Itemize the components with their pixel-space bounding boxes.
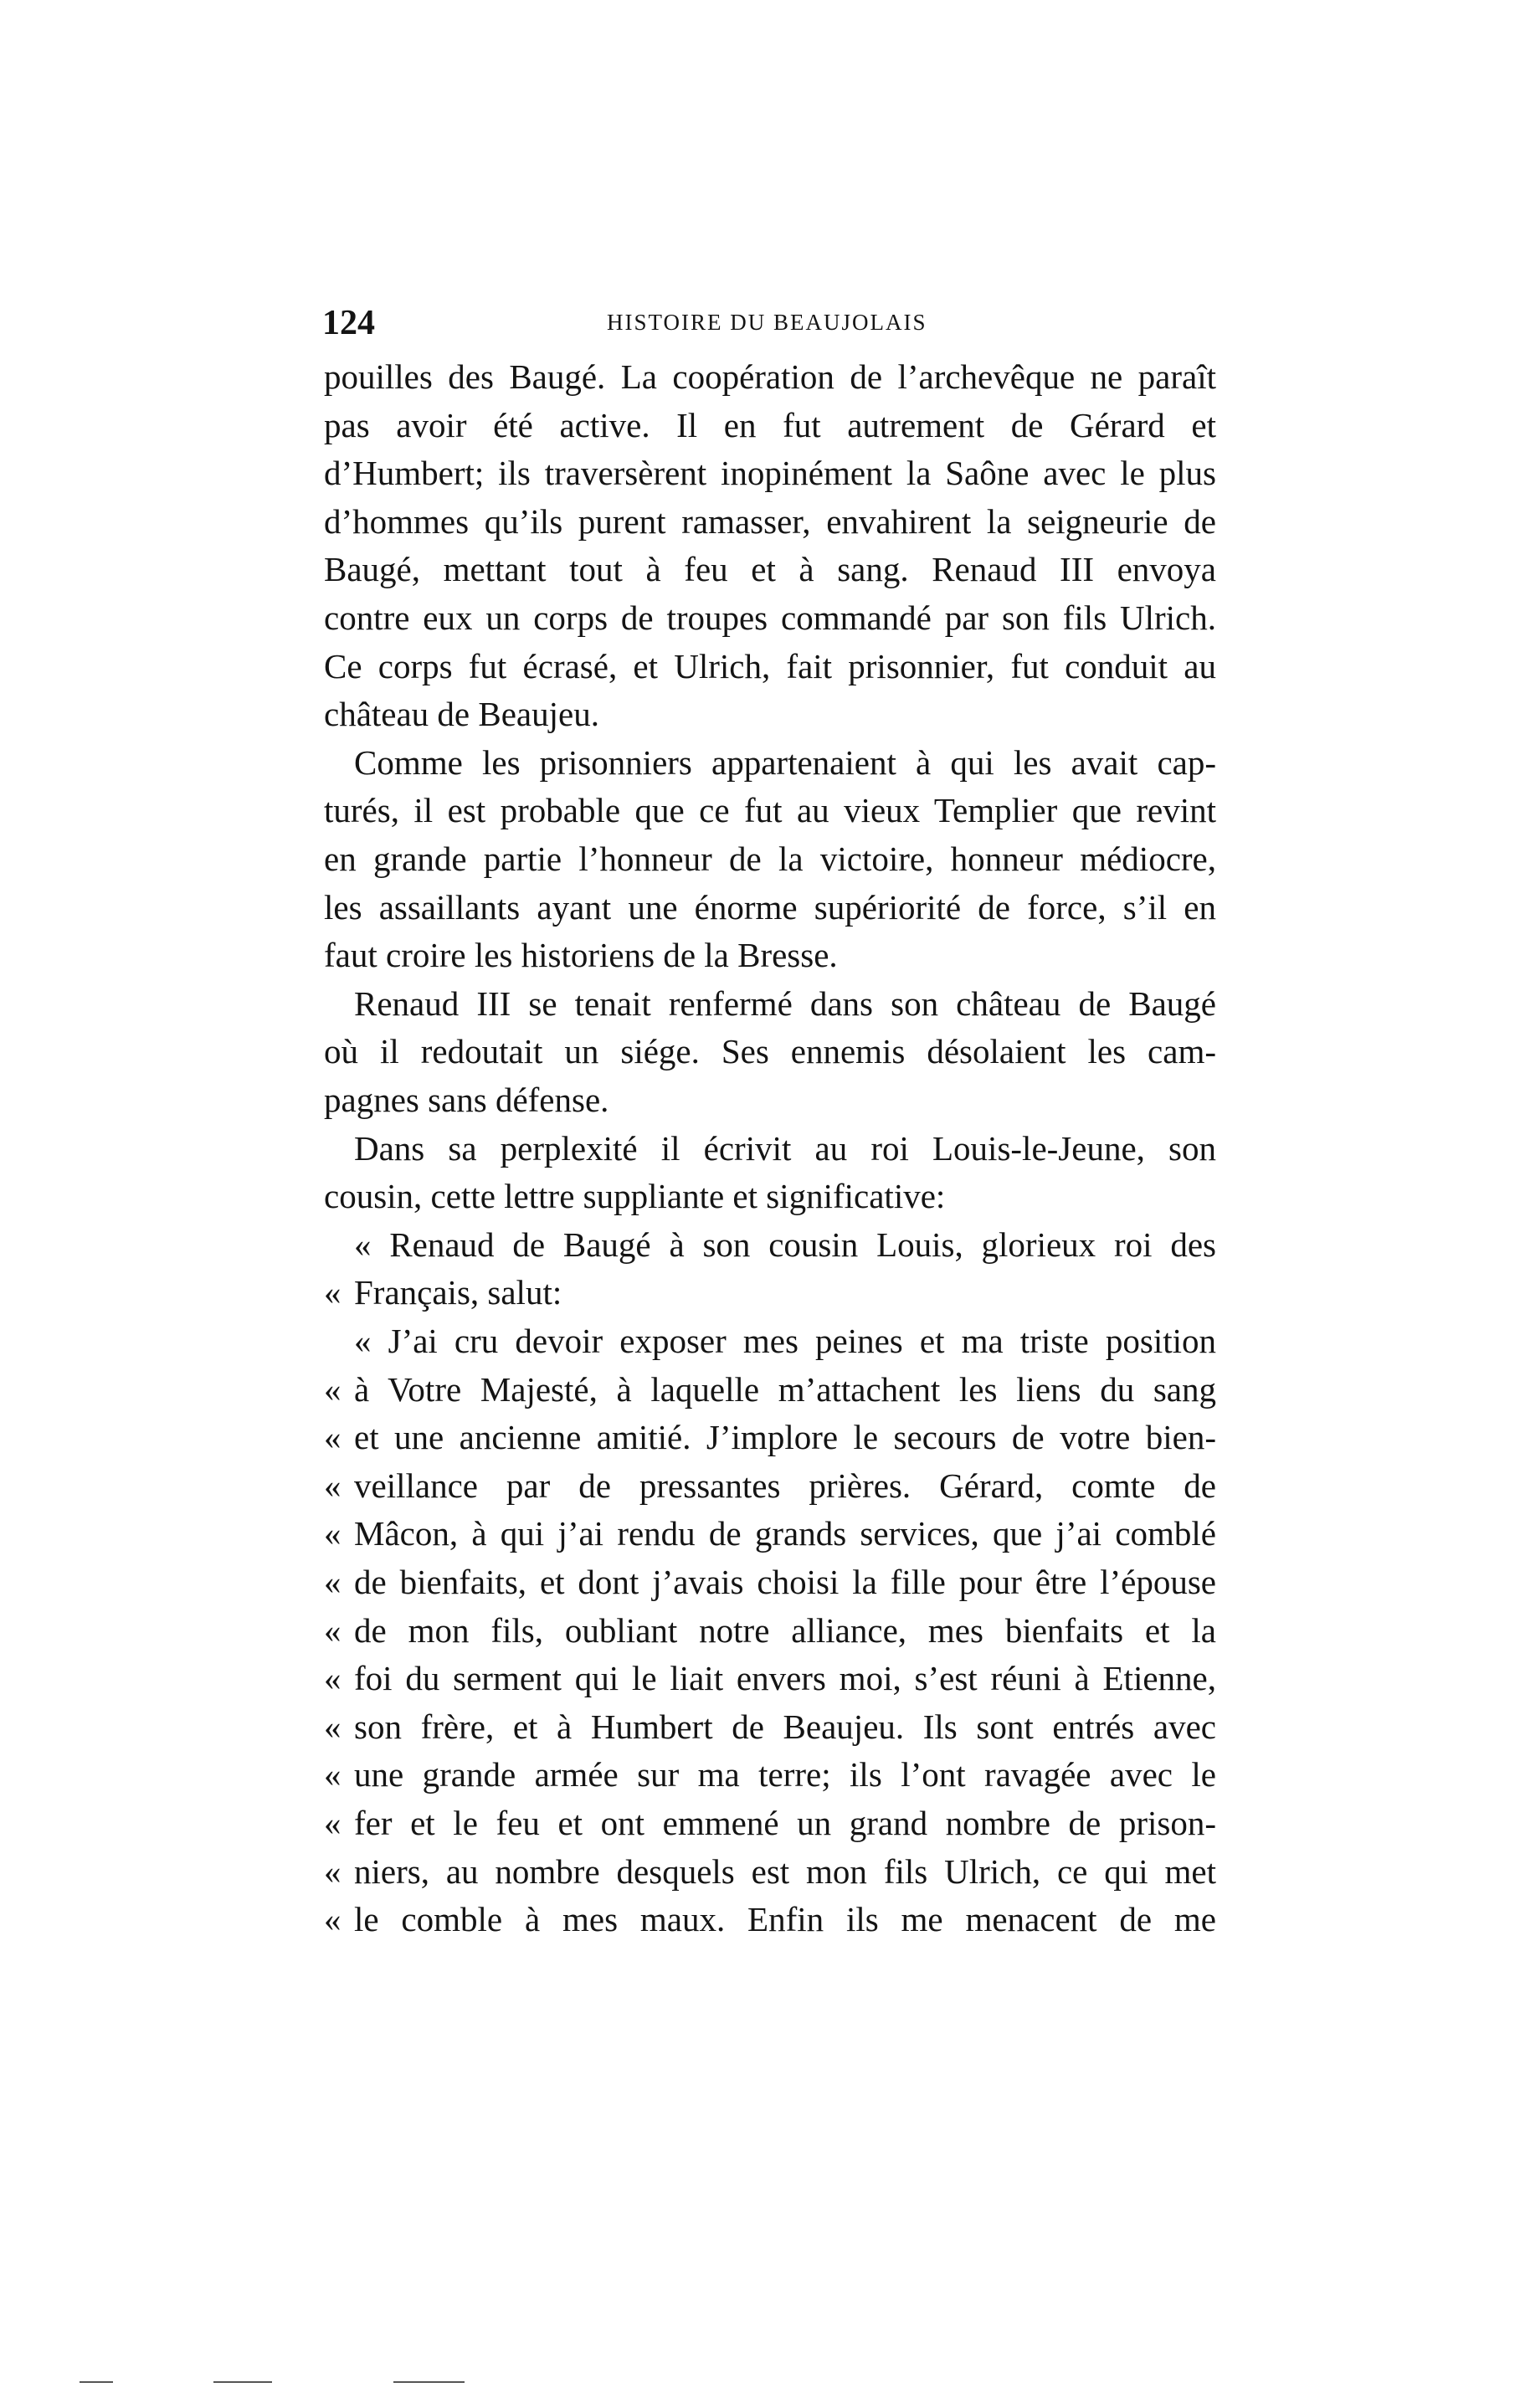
text-line: [324, 1220, 1216, 1269]
text-line: [324, 883, 1216, 932]
line-text: une grande armée sur ma terre; ils l’ont ravagée avec le: [354, 1755, 1216, 1794]
quote-mark: «: [324, 1804, 341, 1842]
running-title: HISTOIRE DU BEAUJOLAIS: [607, 310, 927, 335]
text-line: [324, 1847, 1216, 1896]
line-text: niers, au nombre desquels est mon fils Ulrich, ce qui met: [354, 1851, 1216, 1891]
line-text: turés, il est probable que ce fut au vieux Templier que revint: [324, 791, 1216, 830]
line-text: foi du serment qui le liait envers moi, s’est réuni à Etienne,: [354, 1659, 1216, 1698]
line-text: le comble à mes maux. Enfin ils me menacent de me: [354, 1900, 1216, 1939]
text-line: [324, 449, 1216, 497]
line-text: « Renaud de Baugé à son cousin Louis, glorieux roi des: [354, 1225, 1216, 1264]
text-line: [324, 786, 1216, 834]
text-line: [324, 1124, 1216, 1173]
page-number: 124: [322, 304, 375, 342]
text-line: [324, 979, 1216, 1028]
line-text: à Votre Majesté, à laquelle m’attachent les liens du sang: [354, 1369, 1216, 1409]
quote-mark: «: [324, 1466, 341, 1505]
quote-mark: «: [324, 1563, 341, 1601]
line-text: son frère, et à Humbert de Beaujeu. Ils sont entrés avec: [354, 1707, 1216, 1746]
quote-mark: «: [324, 1514, 341, 1553]
line-text: Ce corps fut écrasé, et Ulrich, fait prisonnier, fut conduit au: [324, 646, 1216, 685]
line-text: Mâcon, à qui j’ai rendu de grands services, que j’ai comblé: [354, 1514, 1216, 1553]
line-text: Français, salut:: [354, 1273, 562, 1312]
quote-mark: «: [324, 1659, 341, 1698]
line-text: où il redoutait un siége. Ses ennemis désolaient les cam-: [324, 1032, 1216, 1071]
text-line: [324, 1509, 1216, 1558]
line-text: Dans sa perplexité il écrivit au roi Louis-le-Jeune, son: [354, 1128, 1216, 1168]
quote-mark: «: [324, 1851, 341, 1891]
text-line: [324, 1076, 1216, 1124]
text-line: [324, 1558, 1216, 1606]
line-text: faut croire les historiens de la Bresse.: [324, 936, 838, 975]
quote-mark: «: [324, 1707, 341, 1746]
text-line: [324, 1317, 1216, 1365]
line-text: d’Humbert; ils traversèrent inopinément la Saône avec le plus: [324, 454, 1216, 493]
text-line: [324, 1702, 1216, 1751]
line-text: Renaud III se tenait renfermé dans son château de Baugé: [354, 983, 1216, 1023]
quote-mark: «: [324, 1418, 341, 1457]
text-line: [324, 1606, 1216, 1655]
text-line: [324, 545, 1216, 593]
line-text: de mon fils, oubliant notre alliance, mes bienfaits et la: [354, 1610, 1216, 1650]
line-text: contre eux un corps de troupes commandé par son fils Ulrich.: [324, 598, 1216, 637]
line-text: pagnes sans défense.: [324, 1081, 609, 1119]
text-line: [324, 1750, 1216, 1799]
line-text: les assaillants ayant une énorme supériorité de force, s’il en: [324, 887, 1216, 927]
text-line: [324, 690, 1216, 738]
text-line: [324, 1895, 1216, 1943]
scan-mark: [80, 2381, 113, 2383]
quote-mark: «: [324, 1900, 341, 1939]
text-line: [324, 1413, 1216, 1461]
text-line: [324, 931, 1216, 979]
text-line: [324, 738, 1216, 787]
line-text: Baugé, mettant tout à feu et à sang. Renaud III envoya: [324, 550, 1216, 589]
text-line: [324, 1654, 1216, 1702]
line-text: cousin, cette lettre suppliante et significative:: [324, 1177, 946, 1216]
text-line: [324, 497, 1216, 546]
quote-mark: «: [324, 1369, 341, 1409]
text-line: [324, 352, 1216, 401]
quote-mark: «: [324, 1755, 341, 1794]
text-line: [324, 642, 1216, 691]
text-line: [324, 401, 1216, 449]
quote-mark: «: [324, 1273, 341, 1312]
text-line: [324, 834, 1216, 883]
line-text: de bienfaits, et dont j’avais choisi la fille pour être l’épouse: [354, 1563, 1216, 1601]
line-text: château de Beaujeu.: [324, 695, 599, 734]
line-text: veillance par de pressantes prières. Gérard, comte de: [354, 1466, 1216, 1505]
line-text: Comme les prisonniers appartenaient à qui les avait cap-: [354, 742, 1216, 782]
line-text: fer et le feu et ont emmené un grand nombre de prison-: [354, 1804, 1216, 1842]
line-text: et une ancienne amitié. J’implore le secours de votre bien-: [354, 1418, 1216, 1457]
text-line: [324, 1365, 1216, 1414]
line-text: pouilles des Baugé. La coopération de l’archevêque ne paraît: [324, 357, 1216, 396]
line-text: « J’ai cru devoir exposer mes peines et ma triste position: [354, 1322, 1216, 1360]
scan-mark: [393, 2381, 465, 2383]
line-text: en grande partie l’honneur de la victoire, honneur médiocre,: [324, 839, 1216, 878]
text-line: [324, 593, 1216, 642]
text-line: [324, 1268, 1216, 1317]
scan-mark: [213, 2381, 272, 2383]
text-line: [324, 1461, 1216, 1510]
text-line: [324, 1027, 1216, 1076]
line-text: d’hommes qu’ils purent ramasser, envahirent la seigneurie de: [324, 501, 1216, 541]
text-line: [324, 1172, 1216, 1220]
quote-mark: «: [324, 1610, 341, 1650]
line-text: pas avoir été active. Il en fut autrement de Gérard et: [324, 405, 1216, 444]
text-line: [324, 1799, 1216, 1847]
